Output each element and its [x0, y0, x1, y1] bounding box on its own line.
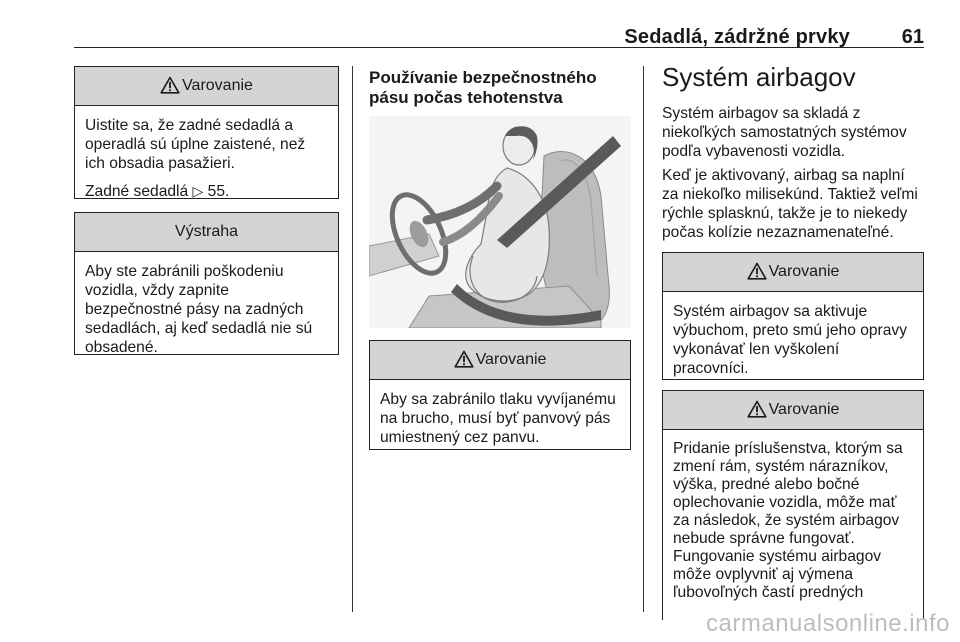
- section-title: Sedadlá, zádržné prvky: [624, 26, 850, 48]
- column-middle: [369, 66, 631, 450]
- warning-box-accessories: [662, 390, 924, 620]
- warning-text: Pridanie príslušenstva, ktorým sa zmení rám, systém nárazníkov, výška, predné alebo bočné oplechovanie vozidla, môže mať za následok, že systém airbagov nebude správne fungovať. Fungovanie systému airbagov môže ovplyvniť aj výmena ľubovoľných častí predných: [673, 440, 903, 601]
- warning-title: Varovanie: [182, 77, 253, 94]
- caution-box-body: [75, 252, 338, 369]
- column-right: [662, 62, 924, 620]
- warning-triangle-icon: [747, 400, 767, 418]
- pregnant-driver-illustration: [369, 116, 631, 328]
- watermark: carmanualsonline.info: [706, 610, 950, 637]
- section-heading-airbags: Systém airbagov: [662, 62, 856, 92]
- caution-title: Výstraha: [174, 223, 239, 240]
- warning-triangle-icon: [160, 76, 180, 94]
- page-number: 61: [901, 26, 924, 48]
- warning-title: Varovanie: [475, 351, 547, 368]
- cross-reference-text: Zadné sedadlá: [85, 183, 193, 200]
- warning-title: Varovanie: [768, 263, 840, 280]
- page-header: [74, 22, 924, 48]
- warning-box-body: [663, 430, 923, 614]
- page-reference-arrow-icon: ▷: [192, 183, 204, 199]
- caution-text: Aby ste zabránili poškodeniu vozidla, vždy zapnite bezpečnostné pásy na zadných sedadlách, aj keď sedadlá nie sú obsadené.: [85, 263, 313, 356]
- warning-title: Varovanie: [768, 401, 840, 418]
- warning-box-body: [75, 106, 338, 213]
- warning-box-header: [663, 253, 923, 292]
- warning-box-body: [370, 380, 630, 459]
- header-rule: [74, 47, 924, 48]
- caution-box: [74, 212, 339, 355]
- warning-triangle-icon: [454, 350, 474, 368]
- warning-box-rear-seats: [74, 66, 339, 199]
- caution-box-header: [75, 213, 338, 252]
- warning-box-airbag-repair: [662, 252, 924, 380]
- warning-box-header: [663, 391, 923, 430]
- warning-text: Aby sa zabránilo tlaku vyvíjanému na brucho, musí byť panvový pás umiestnený cez panvu.: [380, 391, 616, 446]
- column-divider-1: [352, 66, 353, 612]
- warning-box-header: [370, 341, 630, 380]
- warning-text: Systém airbagov sa aktivuje výbuchom, preto smú jeho opravy vykonávať len vyškolení pracovníci.: [673, 303, 908, 377]
- warning-triangle-icon: [747, 262, 767, 280]
- airbag-intro-paragraph: Systém airbagov sa skladá z niekoľkých samostatných systémov podľa vybavenosti vozidla.: [662, 105, 907, 160]
- warning-box-header: [75, 67, 338, 106]
- column-left: [74, 66, 339, 355]
- warning-box-lap-belt: [369, 340, 631, 450]
- cross-reference-page: 55.: [207, 183, 230, 200]
- warning-text: Uistite sa, že zadné sedadlá a operadlá sú úplne zaistené, než ich obsadia pasažieri.: [85, 117, 306, 172]
- section-heading-pregnancy: Používanie bezpečnostného pásu počas tehotenstva: [369, 68, 597, 107]
- cross-reference: [85, 182, 328, 201]
- airbag-inflation-paragraph: Keď je aktivovaný, airbag sa naplní za niekoľko milisekúnd. Taktiež veľmi rýchle splasknú, takže je to niekedy počas kolízie nezaznamenateľné.: [662, 167, 918, 241]
- warning-box-body: [663, 292, 923, 390]
- column-divider-2: [643, 66, 644, 612]
